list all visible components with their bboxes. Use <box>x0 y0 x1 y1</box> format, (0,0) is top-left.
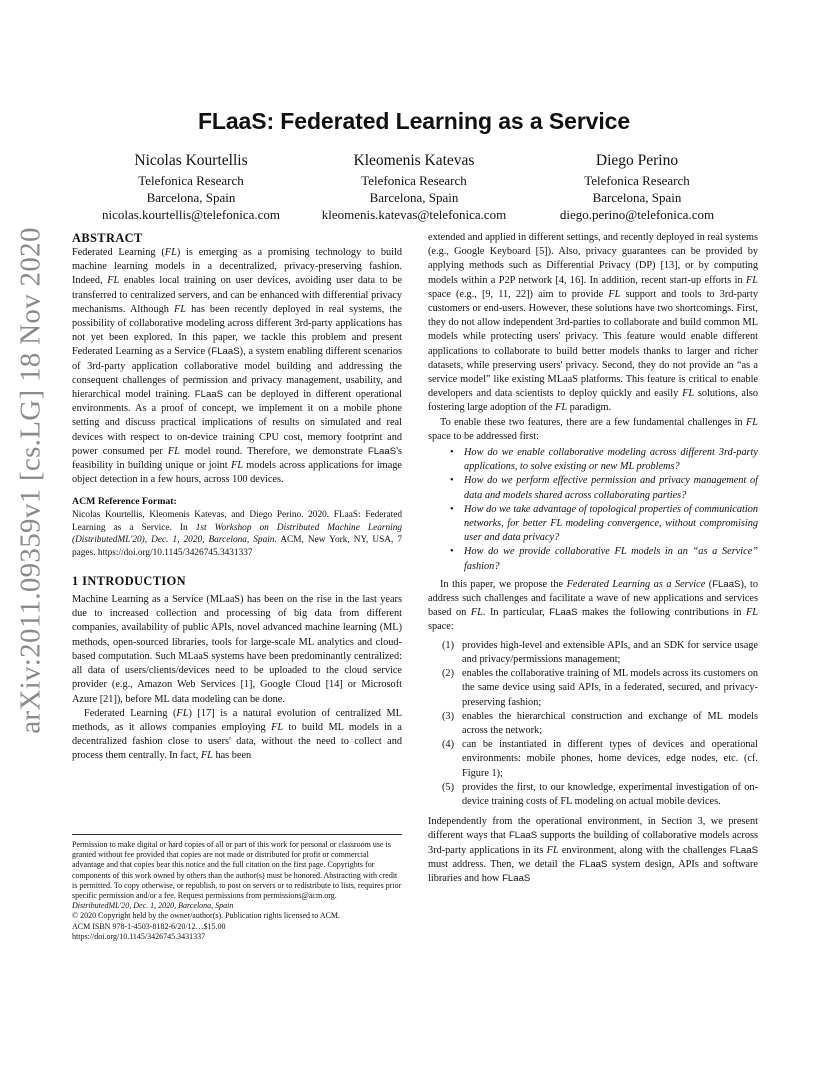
author-block <box>289 150 539 223</box>
author-name: Nicolas Kourtellis <box>134 152 248 169</box>
author-block <box>512 150 762 223</box>
author-email[interactable]: nicolas.kourtellis@telefonica.com <box>101 207 281 222</box>
body-paragraph: Independently from the operational environment, in Section 3, we present different ways that FLaaS supports the building of collaborative models across 3rd-party applications in its FL environment, along with the challenges FLaaS must address. Then, we detail the FLaaS system design, APIs and software libraries and how FLaaS <box>428 816 759 884</box>
isbn-line: ACM ISBN 978-1-4503-8182-6/20/12…$15.00 <box>72 921 226 931</box>
permission-text: Permission to make digital or hard copies of all or part of this work for personal or classroom use is granted without fee provided that copies are not made or distributed for profit or commercial advantage and that copies bear this notice and the full citation on the first page. Copyrights for components of this work owned by others than the author(s) must be honored. Abstracting with credit is permitted. To copy otherwise, or republish, to post on servers or to redistribute to lists, requires prior specific permission and/or a fee. Request permissions from permissions@acm.org. <box>72 840 402 901</box>
list-item: • How do we enable collaborative modeling across different 3rd-party applications, to solve existing or new ML problems? <box>428 446 758 474</box>
list-item: (1) provides high-level and extensible APIs, and an SDK for service usage and privacy/permissions management; <box>442 639 758 665</box>
abstract-heading: ABSTRACT <box>72 231 143 245</box>
body-paragraph: extended and applied in different settings, and recently deployed in real systems (e.g., Google Keyboard [5]). Also, privacy guarantees can be provided by applying methods such as Differential Privacy (DP) [13], or by computing models within a P2P network [4, 16]. In addition, recent start-up efforts in FL space (e.g., [9, 11, 22]) aim to provide FL support and tools to 3rd-party customers or end-users. However, these solutions have two shortcomings. First, they do not allow independent 3rd-parties to collaborate and build common ML models while protecting users' privacy. This feature would enable different applications to collaborate to build better models thanks to larger and richer datasets, while preserving users' privacy. Second, they do not provide an “as a service model” like existing MLaaS platforms. This feature is critical to enable developers and data scientists to deploy quickly and easily FL solutions, also fostering large adoption of the FL paradigm. <box>428 232 758 414</box>
copyright-line: © 2020 Copyright held by the owner/author(s). Publication rights licensed to ACM. <box>72 911 341 921</box>
challenge-list <box>428 446 758 574</box>
conference-line: DistributedML'20, Dec. 1, 2020, Barcelona, Spain <box>72 901 234 911</box>
author-affiliation: Telefonica Research <box>361 173 467 188</box>
intro-paragraph: Machine Learning as a Service (MLaaS) has been on the rise in the last years due to increased collection and processing of big data from different companies, availability of public APIs, novel advanced machine learning (ML) methods, open-sourced libraries, tools for large-scale ML analytics and cloud-based computation. Such MLaaS systems have been predominantly centralized: all data of users/clients/devices need to be uploaded to the cloud service provider (e.g., Amazon Web Services [1], Google Cloud [14] or Microsoft Azure [21]), before ML data modeling can be done. <box>72 594 402 705</box>
list-item: (5) provides the first, to our knowledge, experimental investigation of on-device training costs of FL modeling on actual mobile devices. <box>442 781 758 807</box>
footnote-divider <box>72 834 402 835</box>
author-email[interactable]: kleomenis.katevas@telefonica.com <box>321 207 507 222</box>
author-affiliation: Telefonica Research <box>584 173 690 188</box>
arxiv-stamp: arXiv:2011.09359v1 [cs.LG] 18 Nov 2020 <box>14 226 47 734</box>
list-item: • How do we take advantage of topological properties of communication networks, for better FL modeling convergence, without compromising user and data privacy? <box>428 503 758 546</box>
abstract-text: Federated Learning (FL) is emerging as a promising technology to build machine learning models in a decentralized, privacy-preserving fashion. Indeed, FL enables local training on user devices, avoiding user data to be transferred to centralized servers, and can be enhanced with differential privacy mechanisms. Although FL has been recently deployed in real systems, the possibility of collaborative modeling across different 3rd-party applications has not yet been explored. In this paper, we tackle this problem and present Federated Learning as a Service (FLaaS), a system enabling different scenarios of 3rd-party application collaborative model building and addressing the consequent challenges of permission and privacy management, usability, and hierarchical model training. FLaaS can be deployed in different operational environments. As a proof of concept, we implement it on a mobile phone setting and discuss practical implications of results on simulated and real devices with respect to on-device training CPU cost, memory footprint and power consumed per FL model round. Therefore, we demonstrate FLaaS's feasibility in building unique or joint FL models across applications for image object detection in a few hours, across 100 devices. <box>72 247 402 486</box>
author-block <box>66 150 316 223</box>
author-location: Barcelona, Spain <box>592 190 682 205</box>
paper-title: FLaaS: Federated Learning as a Service <box>197 108 631 134</box>
author-location: Barcelona, Spain <box>146 190 236 205</box>
author-affiliation: Telefonica Research <box>138 173 244 188</box>
acm-ref-heading: ACM Reference Format: <box>72 496 177 508</box>
introduction-heading: 1 INTRODUCTION <box>72 574 187 589</box>
author-name: Diego Perino <box>595 152 679 169</box>
list-item: (2) enables the collaborative training of ML models across its customers on the same device using said APIs, in a federated, secured, and privacy-preserving fashion; <box>442 668 758 708</box>
doi-link[interactable]: https://doi.org/10.1145/3426745.3431337 <box>72 931 206 941</box>
body-paragraph: To enable these two features, there are a few fundamental challenges in FL space to be addressed first: <box>428 416 758 442</box>
intro-paragraph: Federated Learning (FL) [17] is a natural evolution of centralized ML methods, as it allows companies employing FL to build ML models in a decentralized fashion close to users' data, without the need to collect and process them centrally. In fact, FL has been <box>72 707 402 762</box>
list-item: • How do we perform effective permission and privacy management of data and models shared across collaborating parties? <box>428 474 758 502</box>
right-column <box>428 231 758 886</box>
author-location: Barcelona, Spain <box>369 190 459 205</box>
author-name: Kleomenis Katevas <box>353 152 475 169</box>
left-column <box>72 230 402 764</box>
acm-ref-text: Nicolas Kourtellis, Kleomenis Katevas, and Diego Perino. 2020. FLaaS: Federated Learning as a Service. In 1st Workshop on Distributed Machine Learning (DistributedML'20), Dec. 1, 2020, Barcelona, Spain. ACM, New York, NY, USA, 7 pages. https://doi.org/10.1145/3426745.3431337 <box>72 510 402 558</box>
permission-block <box>72 840 402 942</box>
list-item: • How do we provide collaborative FL models in an “as a Service” fashion? <box>428 545 758 573</box>
body-paragraph: In this paper, we propose the Federated Learning as a Service (FLaaS), to address such challenges and facilitate a wave of new applications and services based on FL. In particular, FLaaS makes the following contributions in FL space: <box>428 578 759 633</box>
contribution-list <box>428 639 758 809</box>
list-item: (3) enables the hierarchical construction and exchange of ML models across the network; <box>442 710 758 736</box>
list-item: (4) can be instantiated in different types of devices and operational environments: mobile phones, home devices, edge nodes, etc. (cf. Figure 1); <box>442 739 758 779</box>
author-email[interactable]: diego.perino@telefonica.com <box>559 207 715 222</box>
